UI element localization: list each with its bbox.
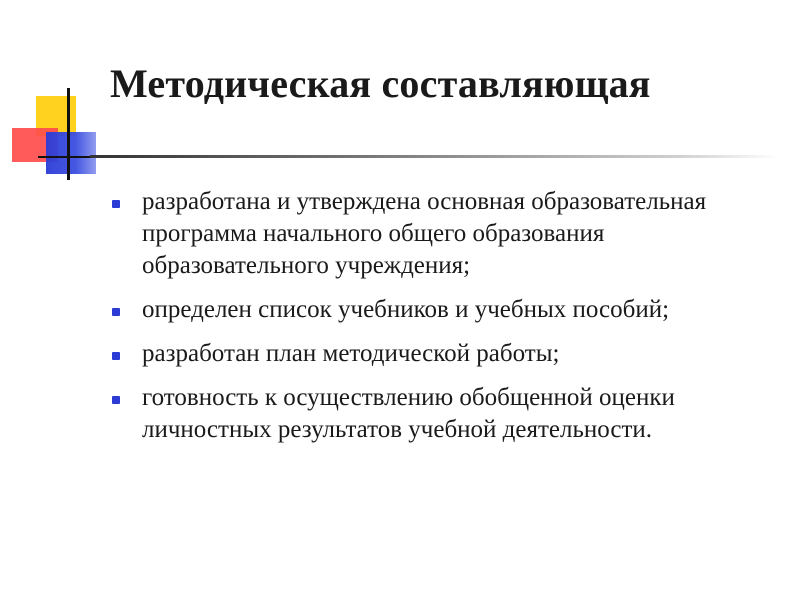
square-bullet-icon — [112, 200, 120, 208]
list-item-text: разработан план методической работы; — [142, 340, 560, 367]
square-bullet-icon — [112, 308, 120, 316]
blue-square-decoration — [46, 132, 96, 174]
list-item — [106, 338, 766, 370]
list-item — [106, 294, 766, 326]
list-item-text: готовность к осуществлению обобщенной оценки личностных результатов учебной деятельности. — [142, 384, 675, 443]
title-divider — [90, 155, 780, 158]
list-item-text: разработана и утверждена основная образовательная программа начального общего образования образовательного учреждения; — [142, 188, 707, 279]
vertical-line-decoration — [67, 88, 70, 180]
square-bullet-icon — [112, 352, 120, 360]
bullet-list — [106, 186, 766, 458]
square-bullet-icon — [112, 396, 120, 404]
decorative-squares-logo — [0, 0, 120, 190]
list-item — [106, 186, 766, 282]
slide-title: Методическая составляющая — [110, 61, 651, 106]
list-item-text: определен список учебников и учебных пособий; — [142, 296, 670, 323]
horizontal-line-decoration — [38, 156, 96, 158]
list-item — [106, 382, 766, 446]
